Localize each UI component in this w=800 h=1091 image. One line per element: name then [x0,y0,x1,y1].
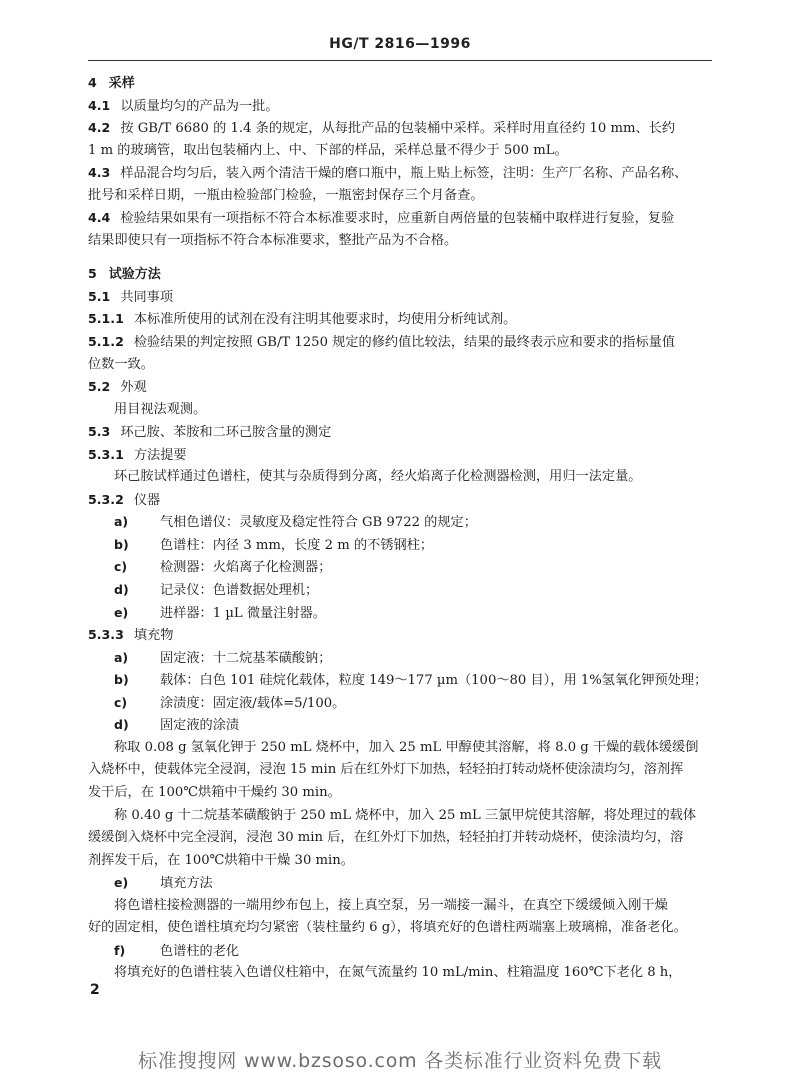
clause-number: 5.1.2 [88,334,124,350]
clause-text: 外观 [120,380,147,396]
document-body [88,72,718,985]
clause-text: 仪器 [133,492,161,508]
item-text: 色谱柱：内径 3 mm，长度 2 m 的不锈钢柱； [160,537,434,553]
item-marker: b) [114,536,129,552]
clause-5-2-text: 用目视法观测。 [114,401,207,417]
clause-5-1-2-line-1 [88,331,718,354]
clause-text: 共同事项 [120,289,174,305]
item-text: 涂渍度：固定液/载体=5/100。 [160,695,346,711]
clause-5-1-2-line-2: 位数一致。 [88,356,154,372]
list-item [88,669,718,692]
clause-number: 5.3.2 [88,491,124,507]
item-marker: d) [114,582,129,598]
item-text: 进样器：1 µL 微量注射器。 [160,605,326,621]
item-marker: d) [114,717,129,733]
item-marker: e) [114,875,129,891]
clause-number: 5.3.1 [88,446,124,462]
clause-text: 以质量均匀的产品为一批。 [120,98,279,114]
clause-number: 5.2 [88,379,111,395]
clause-text: 检验结果的判定按照 GB/T 1250 规定的修约值比较法，结果的最终表示应和要求的指标量值 [133,335,676,351]
clause-text: 环己胺、苯胺和二环己胺含量的测定 [120,425,332,441]
clause-text: 检验结果如果有一项指标不符合本标准要求时，应重新自两倍量的包装桶中取样进行复验，复验 [120,211,675,227]
document-number-header: HG/T 2816—1996 [329,36,471,52]
paragraph-line: 好的固定相，使色谱柱填充均匀紧密（装柱量约 6 g），将填充好的色谱柱两端塞上玻璃棉，准备老化。 [88,920,687,936]
clause-text: 方法提要 [133,447,187,463]
item-text: 载体：白色 101 硅烷化载体，粒度 149～177 µm（100～80 目），用 1%氢氧化钾预处理； [160,673,708,689]
clause-number: 4.1 [88,97,111,113]
section-title: 试验方法 [108,267,161,283]
item-marker: a) [114,514,129,530]
list-item [88,534,718,557]
paragraph-line: 将填充好的色谱柱装入色谱仪柱箱中，在氮气流量约 10 mL/min、柱箱温度 160℃下老化 8 h， [114,965,682,981]
item-marker: c) [114,694,128,710]
list-item [88,692,718,715]
item-text: 气相色谱仪：灵敏度及稳定性符合 GB 9722 的规定； [160,515,477,531]
clause-text: 按 GB/T 6680 的 1.4 条的规定，从每批产品的包装桶中采样。采样时用直径约 10 mm、长约 [120,121,676,137]
section-number: 4 [88,75,97,90]
paragraph-line: 发干后，在 100℃烘箱中干燥约 30 min。 [88,784,341,800]
item-text: 固定液的涂渍 [160,718,240,734]
paragraph-line: 剂挥发干后，在 100℃烘箱中干燥 30 min。 [88,852,354,868]
item-text: 色谱柱的老化 [160,943,240,959]
clause-4-3-line-1 [88,162,718,185]
paragraph-line: 缓缓倒入烧杯中完全浸润，浸泡 30 min 后，在红外灯下加热，轻轻拍打并转动烧杯，使涂渍均匀，溶 [88,830,684,846]
clause-text: 本标准所使用的试剂在没有注明其他要求时，均使用分析纯试剂。 [133,312,517,328]
list-item [88,872,718,895]
section-number: 5 [88,266,97,282]
watermark-footer: 标准搜搜网 www.bzsoso.com 各类标准行业资料免费下载 [138,1050,662,1072]
list-item [88,579,718,602]
paragraph-line: 入烧杯中，使载体完全浸润，浸泡 15 min 后在红外灯下加热，轻轻拍打转动烧杯使涂渍均匀，溶剂挥 [88,762,684,778]
clause-number: 5.1 [88,288,111,304]
section-4-heading [88,72,718,95]
clause-text: 样品混合均匀后，装入两个清洁干燥的磨口瓶中，瓶上贴上标签，注明：生产厂名称、产品名称、 [120,166,688,182]
clause-4-2-line-2: 1 m 的玻璃管，取出包装桶内上、中、下部的样品，采样总量不得少于 500 mL。 [88,142,568,158]
list-item [88,714,718,737]
list-item [88,556,718,579]
list-item [88,647,718,670]
item-marker: f) [114,942,126,958]
clause-4-4-line-1 [88,207,718,230]
item-text: 记录仪：色谱数据处理机； [160,583,319,599]
clause-number: 4.3 [88,165,111,181]
clause-number: 5.3.3 [88,627,124,643]
clause-4-1 [88,95,718,118]
clause-number: 5.1.1 [88,311,124,327]
list-item [88,940,718,963]
paragraph-line: 称 0.40 g 十二烷基苯磺酸钠于 250 mL 烧杯中，加入 25 mL 三氯甲烷使其溶解，将处理过的载体 [114,807,697,823]
page-number: 2 [90,982,100,998]
clause-5-3-3 [88,624,718,647]
list-item [88,511,718,534]
item-text: 固定液：十二烷基苯磺酸钠； [160,650,332,666]
item-text: 检测器：火焰离子化检测器； [160,560,332,576]
clause-number: 4.4 [88,210,111,226]
item-marker: b) [114,672,129,688]
section-5-heading [88,263,718,286]
clause-number: 5.3 [88,424,111,440]
item-marker: a) [114,649,129,665]
header-rule [88,60,712,61]
paragraph-line: 将色谱柱接检测器的一端用纱布包上，接上真空泵，另一端接一漏斗，在真空下缓缓倾入刚干燥 [114,897,668,913]
clause-5-3-2 [88,489,718,512]
paragraph-line: 称取 0.08 g 氢氧化钾于 250 mL 烧杯中，加入 25 mL 甲醇使其溶解，将 8.0 g 干燥的载体缓缓倒 [114,739,699,755]
item-marker: e) [114,604,129,620]
clause-4-3-line-2: 批号和采样日期，一瓶由检验部门检验，一瓶密封保存三个月备查。 [88,187,484,203]
clause-5-3 [88,421,718,444]
clause-5-2 [88,376,718,399]
clause-5-3-1 [88,444,718,467]
section-gap [88,252,718,263]
list-item [88,602,718,625]
item-text: 填充方法 [160,876,213,892]
clause-text: 填充物 [133,628,174,644]
item-marker: c) [114,559,128,575]
clause-number: 4.2 [88,120,111,136]
section-title: 采样 [108,76,135,91]
clause-4-2-line-1 [88,117,718,140]
clause-5-3-1-text: 环己胺试样通过色谱柱，使其与杂质得到分离，经火焰离子化检测器检测，用归一法定量。 [114,469,642,485]
clause-5-1 [88,286,718,309]
clause-5-1-1 [88,308,718,331]
clause-4-4-line-2: 结果即使只有一项指标不符合本标准要求，整批产品为不合格。 [88,232,458,248]
